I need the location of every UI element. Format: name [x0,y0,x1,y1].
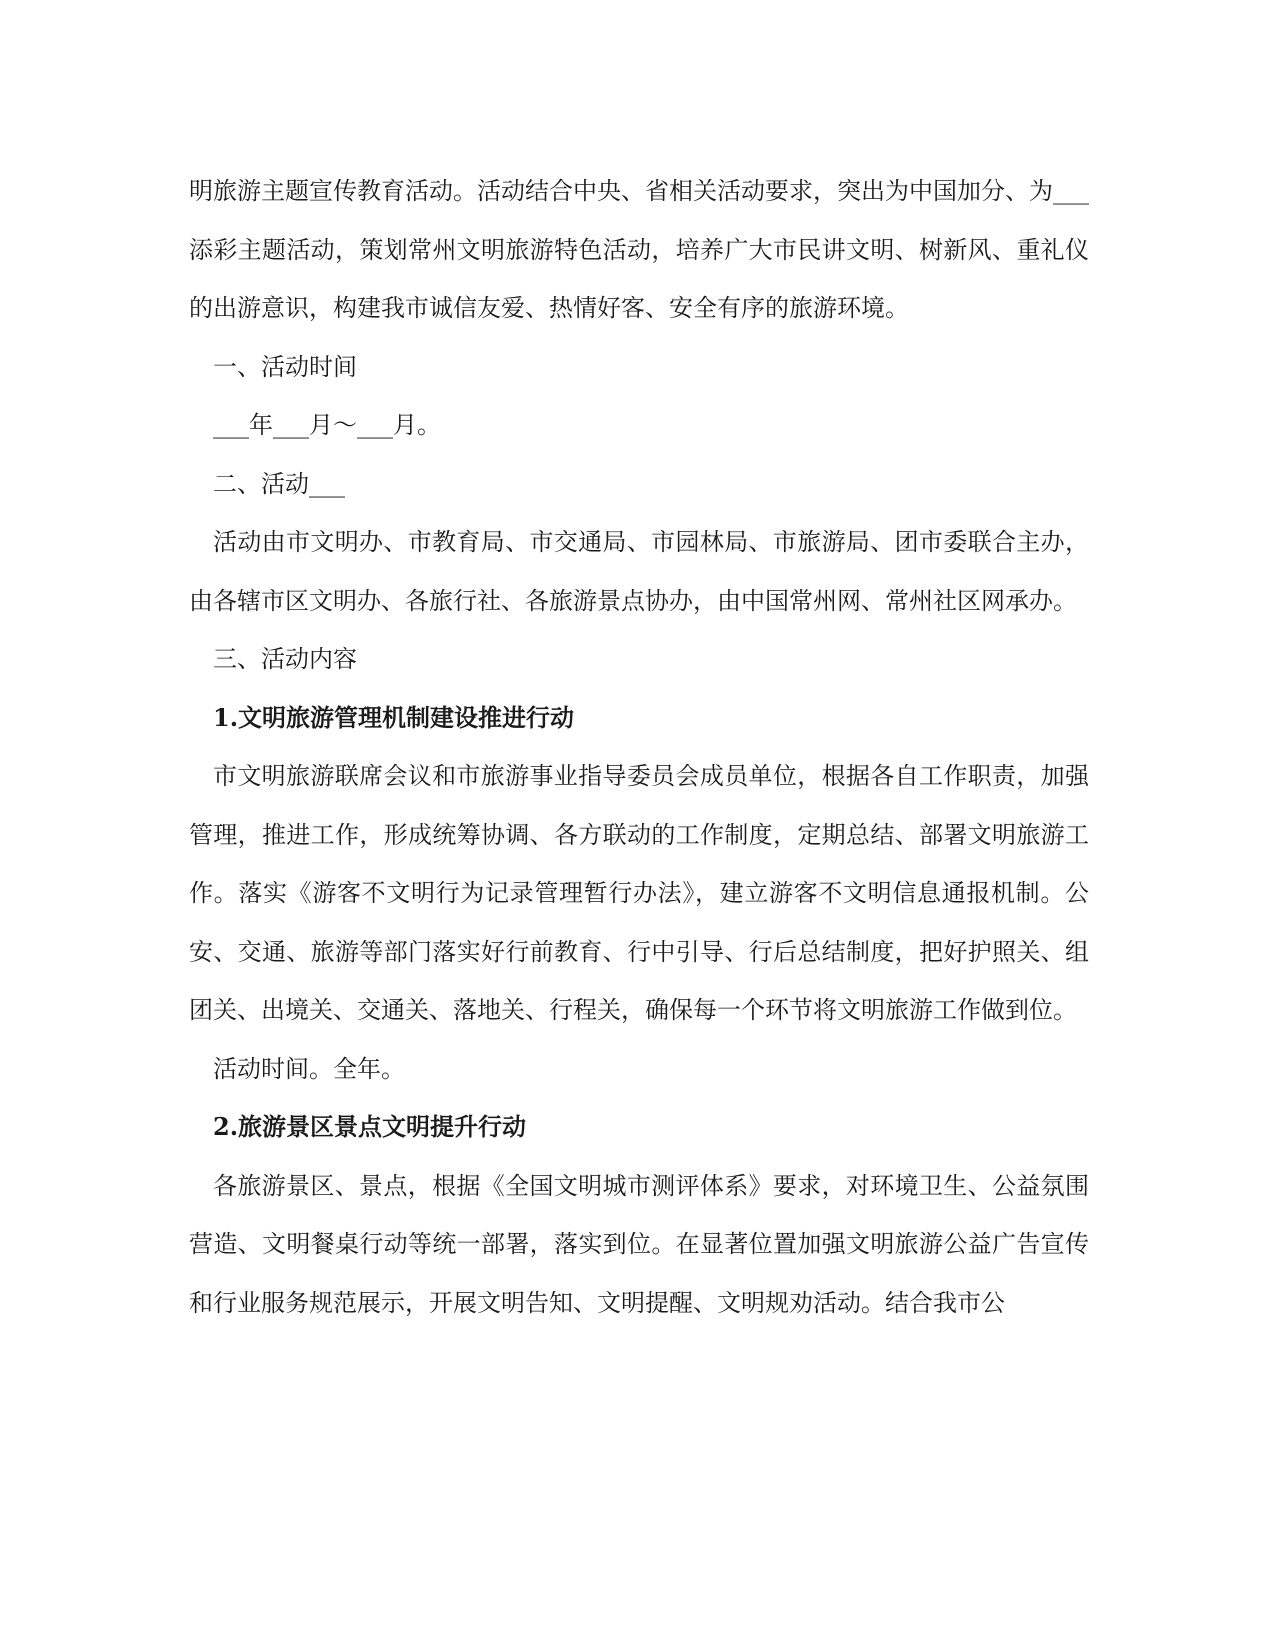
section-heading-time: 一、活动时间 [213,352,357,381]
section-heading-organizer: 二、活动___ [213,469,345,498]
section-body-organizer: 活动由市文明办、市教育局、市交通局、市园林局、市旅游局、团市委联合主办，由各辖市区文明办、各旅行社、各旅游景点协办，由中国常州网、常州社区网承办。 [189,528,1089,615]
section-body-time: ___年___月～___月。 [213,411,441,439]
item-time-management: 活动时间。全年。 [213,1054,405,1083]
item-body-scenic: 各旅游景区、景点，根据《全国文明城市测评体系》要求，对环境卫生、公益氛围营造、文明餐桌行动等统一部署，落实到位。在显著位置加强文明旅游公益广告宣传和行业服务规范展示，开展文明告知、文明提醒、文明规劝活动。结合我市公 [189,1171,1089,1317]
section-heading-content: 三、活动内容 [213,645,357,673]
intro-paragraph: 明旅游主题宣传教育活动。活动结合中央、省相关活动要求，突出为中国加分、为___添彩主题活动，策划常州文明旅游特色活动，培养广大市民讲文明、树新风、重礼仪的出游意识，构建我市诚信友爱、热情好客、安全有序的旅游环境。 [189,177,1089,322]
item-heading-scenic: 2.旅游景区景点文明提升行动 [213,1112,527,1141]
item-heading-management: 1.文明旅游管理机制建设推进行动 [213,702,575,732]
item-body-management: 市文明旅游联席会议和市旅游事业指导委员会成员单位，根据各自工作职责，加强管理，推进工作，形成统筹协调、各方联动的工作制度，定期总结、部署文明旅游工作。落实《游客不文明行为记录管理暂行办法》，建立游客不文明信息通报机制。公安、交通、旅游等部门落实好行前教育、行中引导、行后总结制度，把好护照关、组团关、出境关、交通关、落地关、行程关，确保每一个环节将文明旅游工作做到位。 [189,762,1089,1024]
document-body [189,162,1089,1332]
